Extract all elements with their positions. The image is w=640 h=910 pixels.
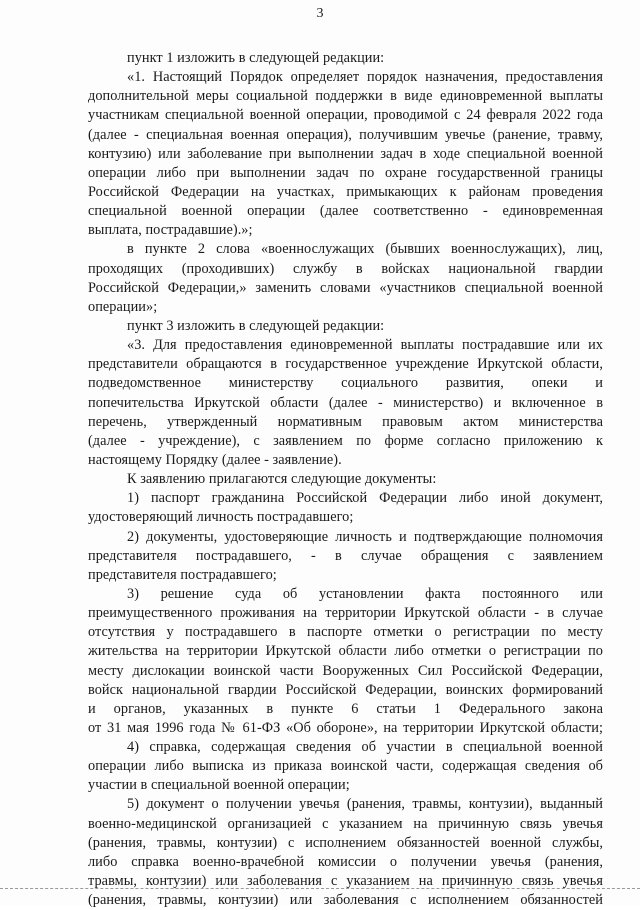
scan-edge-line xyxy=(0,888,640,890)
text-line: подведомственное министерству социального развития, опеки и xyxy=(88,375,603,392)
text-line: операции либо при выполнении задач по охране государственной границы xyxy=(88,164,603,181)
text-line: попечительства Иркутской области (далее - министерство) и включенное в xyxy=(88,394,603,411)
text-line: от 31 мая 1996 года № 61-ФЗ «Об обороне», на территории Иркутской области; xyxy=(88,719,603,736)
text-line: специальной военной операции (далее соответственно - единовременная xyxy=(88,203,603,220)
text-line: (далее - учреждение), с заявлением по форме согласно приложению к xyxy=(88,432,603,449)
text-line: участникам специальной военной операции, проводимой с 24 февраля 2022 года xyxy=(88,107,603,124)
text-line: представителя пострадавшего; xyxy=(88,566,277,583)
text-line: месту дислокации воинской части Вооруженных Сил Российской Федерации, xyxy=(88,662,603,679)
page-number: 3 xyxy=(316,6,324,21)
text-line: войск национальной гвардии Российской Федерации, воинских формирований xyxy=(88,681,603,698)
text-line: (ранения, травмы, контузии) с исполнением обязанностей военной службы, xyxy=(88,834,603,851)
document-body xyxy=(88,49,603,910)
text-line: в пункте 2 слова «военнослужащих (бывших военнослужащих), лиц, xyxy=(127,241,603,258)
text-line: 4) справка, содержащая сведения об участии в специальной военной xyxy=(127,739,603,756)
text-line: проходящих (проходивших) службу в войсках национальной гвардии xyxy=(88,260,603,277)
text-line: военно-медицинской организацией с указанием на причинную связь увечья xyxy=(88,815,603,832)
text-line: Российской Федерации,» заменить словами «участников специальной военной xyxy=(88,279,603,296)
text-line: операции»; xyxy=(88,298,158,315)
text-line: 1) паспорт гражданина Российской Федерации либо иной документ, xyxy=(127,490,603,507)
text-line: перечень, утвержденный нормативным правовым актом министерства xyxy=(88,413,603,430)
text-line: 5) документ о получении увечья (ранения, травмы, контузии), выданный xyxy=(127,796,603,813)
text-line: травмы, контузии) или заболевания с указанием на причинную связь увечья xyxy=(88,873,603,890)
text-line: представители обращаются в государственное учреждение Иркутской области, xyxy=(88,356,603,373)
text-line: и органов, указанных в пункте 6 статьи 1 Федерального закона xyxy=(88,700,603,717)
text-line: отсутствия у пострадавшего в паспорте отметки о регистрации по месту xyxy=(88,624,603,641)
text-line: контузию) или заболевание при выполнении задач в ходе специальной военной xyxy=(88,145,603,162)
text-line: 3) решение суда об установлении факта постоянного или xyxy=(127,585,603,602)
text-line: «3. Для предоставления единовременной выплаты пострадавшие или их xyxy=(127,337,603,354)
text-line: дополнительной меры социальной поддержки в виде единовременной выплаты xyxy=(88,88,603,105)
text-line: выплата, пострадавшие).»; xyxy=(88,222,253,239)
text-line: преимущественного проживания на территории Иркутской области - в случае xyxy=(88,605,603,622)
text-line: К заявлению прилагаются следующие документы: xyxy=(127,471,437,488)
text-line: пункт 3 изложить в следующей редакции: xyxy=(127,317,385,334)
text-line: (ранения, травмы, контузии) или заболевания с исполнением обязанностей xyxy=(88,892,603,909)
text-line: удостоверяющий личность пострадавшего; xyxy=(88,509,354,526)
text-line: операции либо выписка из приказа воинской части, содержащая сведения об xyxy=(88,758,603,775)
text-line: «1. Настоящий Порядок определяет порядок назначения, предоставления xyxy=(127,69,603,86)
text-line: (далее - специальная военная операция), получившим увечье (ранение, травму, xyxy=(88,126,603,143)
text-line: жительства на территории Иркутской области либо отметки о регистрации по xyxy=(88,643,603,660)
text-line: либо справка военно-врачебной комиссии о получении увечья (ранения, xyxy=(88,853,603,870)
text-line: Российской Федерации на участках, примыкающих к районам проведения xyxy=(88,183,603,200)
text-line: 2) документы, удостоверяющие личность и подтверждающие полномочия xyxy=(127,528,603,545)
text-line: участии в специальной военной операции; xyxy=(88,777,350,794)
text-line: настоящему Порядку (далее - заявление). xyxy=(88,451,342,468)
text-line: представителя пострадавшего, - в случае обращения с заявлением xyxy=(88,547,603,564)
text-line: пункт 1 изложить в следующей редакции: xyxy=(127,50,385,66)
